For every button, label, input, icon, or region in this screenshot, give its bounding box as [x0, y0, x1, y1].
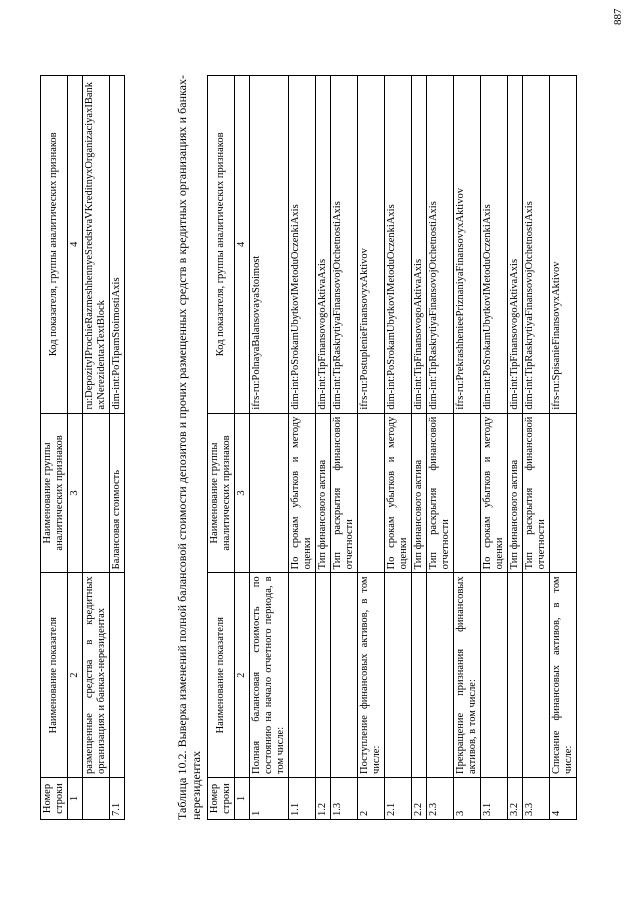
group-name: Тип финансового актива	[508, 413, 523, 573]
row-number: 3.2	[508, 778, 523, 820]
col-index-1: 1	[68, 778, 83, 820]
table-row	[454, 76, 481, 820]
table-row	[508, 76, 523, 820]
indicator-name: размещенные средства в кредитных организациях и банках-нерезидентах	[83, 573, 110, 778]
header-group-name: Наименование группы аналитических признаков	[41, 413, 68, 573]
group-name: Тип финансового актива	[316, 413, 331, 573]
table-row	[358, 76, 385, 820]
table-balance-reconciliation	[207, 75, 577, 820]
group-name: Тип финансового актива	[412, 413, 427, 573]
indicator-code: dim-int:PoSrokamUbytkovIMetoduOczenkiAxis	[289, 76, 316, 414]
header-row-number: Номер строки	[208, 778, 235, 820]
col-index-2: 2	[68, 573, 83, 778]
table-indicators-continued	[40, 75, 125, 820]
header-row	[41, 76, 68, 820]
table-row	[523, 76, 550, 820]
row-number: 3	[454, 778, 481, 820]
group-name: Тип раскрытия финансовой отчетности	[427, 413, 454, 573]
page-number: 887	[612, 8, 624, 25]
row-number: 3.1	[481, 778, 508, 820]
indicator-code: dim-int:TipFinansovogoAktivaAxis	[316, 76, 331, 414]
row-number: 7.1	[110, 778, 125, 820]
group-name: Балансовая стоимость	[110, 413, 125, 573]
indicator-name: Прекращение признания финансовых активов, в том числе:	[454, 573, 481, 778]
indicator-name	[289, 573, 316, 778]
row-number: 4	[550, 778, 577, 820]
table-row	[316, 76, 331, 820]
indicator-name	[508, 573, 523, 778]
table-row	[385, 76, 412, 820]
indicator-code: dim-int:TipFinansovogoAktivaAxis	[508, 76, 523, 414]
group-name: Тип раскрытия финансовой отчетности	[331, 413, 358, 573]
group-name: По срокам убытков и методу оценки	[481, 413, 508, 573]
table-row	[289, 76, 316, 820]
col-index-3: 3	[68, 413, 83, 573]
group-name	[550, 413, 577, 573]
row-number: 2.1	[385, 778, 412, 820]
indicator-code: dim-int:TipRaskrytiyaFinansovojOtchetnostiAxis	[523, 76, 550, 414]
row-number: 2.2	[412, 778, 427, 820]
table-row	[481, 76, 508, 820]
indicator-code: ifrs-ru:PrekrashhenieePriznaniyaFinansovyxAktivov	[454, 76, 481, 414]
table-row	[412, 76, 427, 820]
row-number: 1.2	[316, 778, 331, 820]
row-number: 2.3	[427, 778, 454, 820]
indicator-code: dim-int:PoSrokamUbytkovIMetoduOczenkiAxis	[385, 76, 412, 414]
table-row	[110, 76, 125, 820]
col-index-2: 2	[235, 573, 250, 778]
indicator-name	[523, 573, 550, 778]
group-name	[454, 413, 481, 573]
header-group-name: Наименование группы аналитических признаков	[208, 413, 235, 573]
row-number: 1.1	[289, 778, 316, 820]
table-row	[83, 76, 110, 820]
indicator-code: dim-int:TipRaskrytiyaFinansovojOtchetnostiAxis	[331, 76, 358, 414]
indicator-name	[331, 573, 358, 778]
header-indicator-name: Наименование показателя	[41, 573, 68, 778]
indicator-name: Поступление финансовых активов, в том числе:	[358, 573, 385, 778]
table-row	[550, 76, 577, 820]
header-indicator-name: Наименование показателя	[208, 573, 235, 778]
indicator-code: dim-int:PoSrokamUbytkovIMetoduOczenkiAxis	[481, 76, 508, 414]
indicator-name	[427, 573, 454, 778]
col-index-3: 3	[235, 413, 250, 573]
group-name	[83, 413, 110, 573]
indicator-name: Списание финансовых активов, в том числе:	[550, 573, 577, 778]
indicator-code: ru:DepozityIProchieRazmeshhennyeSredstvaVKreditnyxOrganizaciyaxIBankaxNerezidentaxTextBlock	[83, 76, 110, 414]
header-code: Код показателя, группы аналитических признаков	[41, 76, 68, 414]
header-code: Код показателя, группы аналитических признаков	[208, 76, 235, 414]
header-row	[208, 76, 235, 820]
table-row	[427, 76, 454, 820]
row-number	[83, 778, 110, 820]
table-row	[331, 76, 358, 820]
group-name	[358, 413, 385, 573]
indicator-name	[316, 573, 331, 778]
indicator-name: Полная балансовая стоимость по состоянию на начало отчетного периода, в том числе:	[250, 573, 289, 778]
row-number: 1.3	[331, 778, 358, 820]
indicator-code: ifrs-ru:PostuplenieFinansovyxAktivov	[358, 76, 385, 414]
table-caption: Таблица 10.2. Выверка изменений полной балансовой стоимости депозитов и прочих размещенных средств в кредитных организациях и банках-нерезидентах	[175, 75, 203, 820]
row-number: 1	[250, 778, 289, 820]
indicator-code: ifrs-ru:PolnayaBalansovayaStoimost	[250, 76, 289, 414]
indicator-code: dim-int:PoTipamStoimostiAxis	[110, 76, 125, 414]
row-number: 3.3	[523, 778, 550, 820]
group-name: Тип раскрытия финансовой отчетности	[523, 413, 550, 573]
group-name: По срокам убытков и методу оценки	[289, 413, 316, 573]
col-index-4: 4	[235, 76, 250, 414]
group-name: По срокам убытков и методу оценки	[385, 413, 412, 573]
col-index-1: 1	[235, 778, 250, 820]
column-number-row	[235, 76, 250, 820]
indicator-code: dim-int:TipFinansovogoAktivaAxis	[412, 76, 427, 414]
indicator-name	[481, 573, 508, 778]
column-number-row	[68, 76, 83, 820]
indicator-name	[412, 573, 427, 778]
header-row-number: Номер строки	[41, 778, 68, 820]
col-index-4: 4	[68, 76, 83, 414]
indicator-name	[110, 573, 125, 778]
table-body	[250, 76, 577, 820]
indicator-name	[385, 573, 412, 778]
row-number: 2	[358, 778, 385, 820]
group-name	[250, 413, 289, 573]
indicator-code: ifrs-ru:SpisanieFinansovyxAktivov	[550, 76, 577, 414]
table-row	[250, 76, 289, 820]
indicator-code: dim-int:TipRaskrytiyaFinansovojOtchetnostiAxis	[427, 76, 454, 414]
